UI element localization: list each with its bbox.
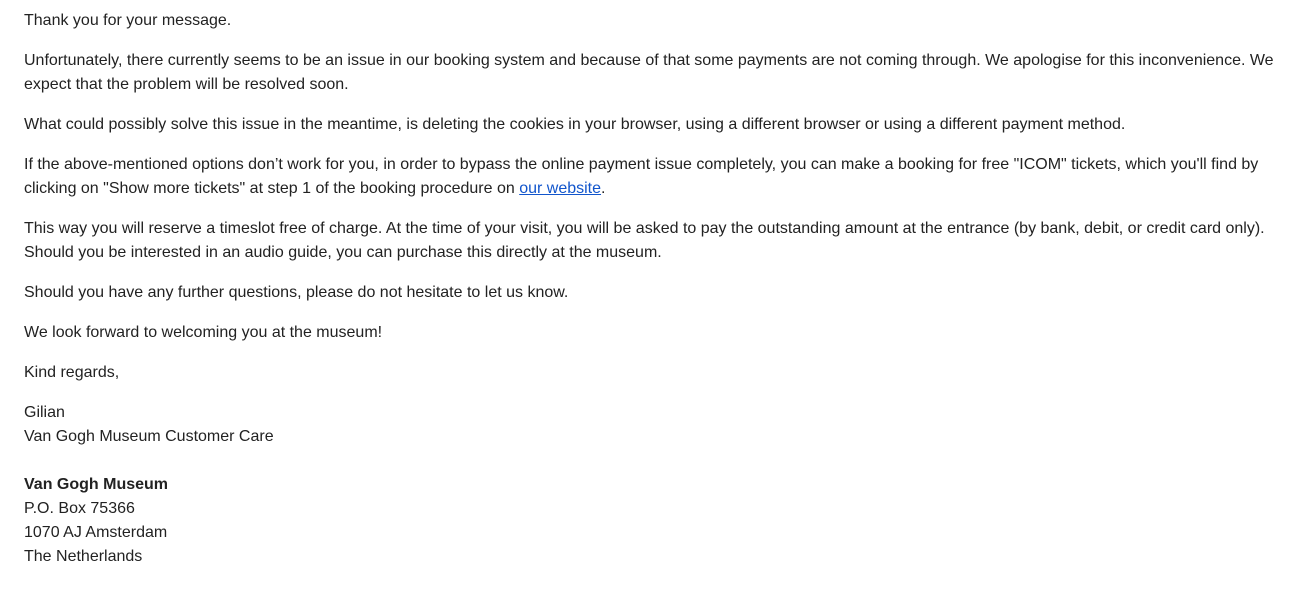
our-website-link[interactable]: our website <box>519 180 602 197</box>
closing-text: Kind regards, <box>24 364 120 381</box>
signature-name: Gilian <box>24 404 65 421</box>
signature-team: Van Gogh Museum Customer Care <box>24 428 274 445</box>
welcome-paragraph: We look forward to welcoming you at the museum! <box>24 324 383 341</box>
icom-booking-text: If the above-mentioned options don’t work for you, in order to bypass the online payment issue completely, you can make a booking for free "ICOM" tickets, which you'll find by clicking on "Show more tickets" at step 1 of the booking procedure on <box>24 156 1259 197</box>
icom-booking-text-end: . <box>601 180 606 197</box>
address-country: The Netherlands <box>24 548 143 565</box>
address-organization: Van Gogh Museum <box>24 476 169 493</box>
address-block <box>24 473 1276 569</box>
questions-paragraph: Should you have any further questions, please do not hesitate to let us know. <box>24 284 569 301</box>
address-city: 1070 AJ Amsterdam <box>24 524 168 541</box>
signature-spacer <box>24 449 1276 473</box>
signature-block <box>24 401 1276 449</box>
greeting-text: Thank you for your message. <box>24 12 232 29</box>
icom-booking-paragraph <box>24 153 1276 201</box>
workaround-paragraph: What could possibly solve this issue in the meantime, is deleting the cookies in your browser, using a different browser or using a different payment method. <box>24 116 1126 133</box>
issue-paragraph: Unfortunately, there currently seems to be an issue in our booking system and because of that some payments are not coming through. We apologise for this inconvenience. We expect that the problem will be resolved soon. <box>24 52 1274 93</box>
address-po-box: P.O. Box 75366 <box>24 500 135 517</box>
timeslot-paragraph: This way you will reserve a timeslot free of charge. At the time of your visit, you will be asked to pay the outstanding amount at the entrance (by bank, debit, or credit card only). Should you be interested in an audio guide, you can purchase this directly at the museum. <box>24 220 1265 261</box>
